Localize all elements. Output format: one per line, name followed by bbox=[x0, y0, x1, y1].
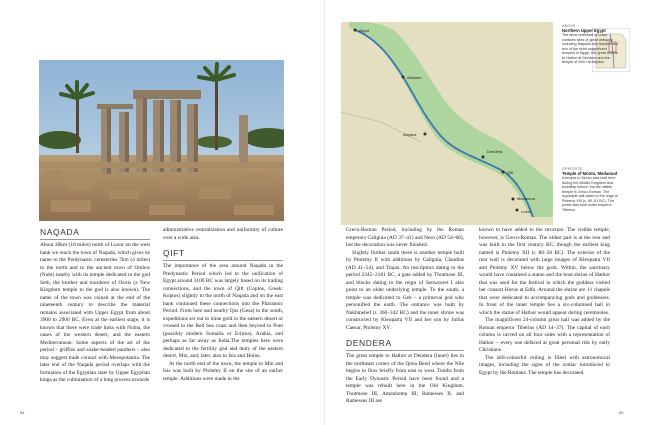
heading-rule bbox=[163, 260, 283, 261]
left-column-1 bbox=[40, 227, 150, 385]
map-label-luxor: Luxor bbox=[521, 209, 532, 214]
map-label-abydos: Abydos bbox=[403, 132, 417, 137]
temple-ruins-photo bbox=[39, 60, 284, 221]
caption-body: The area northeast of Luxor contains sites of great antiquity including Naqada and Abydos and two of the most magnificent temples in Egypt, the great temple to Hathor at Dendera and the temple of Seti I at Abydos. bbox=[562, 33, 618, 64]
caption-label: OPPOSITE bbox=[562, 167, 583, 171]
section-heading-dendera: DENDERA bbox=[346, 338, 392, 348]
paragraph: At the north end of the town, the temple to Min and Isis was built by Ptolemy II on the site of an earlier temple. Additions were made in the bbox=[163, 360, 283, 382]
left-column-2 bbox=[163, 227, 283, 383]
photo-caption bbox=[562, 167, 620, 212]
paragraph-continued: administrative centralization and uniformity of culture over a wide area. bbox=[163, 227, 283, 241]
caption-label: ABOVE bbox=[562, 24, 576, 28]
caption-body: A temple to Montu was built here during the Middle Kingdom and probably before, but the visible temple is Greco-Roman. The hypostyle hall dates to the reign of Ptolemy VIII (c. 80–51 BC). The portal was built under emperor Tiberius. bbox=[562, 176, 618, 212]
paragraph: The great temple to Hathor at Dendera (Iunet) lies in the northeast corner of the Qena Bend where the Nile begins to flow briefly from east to west. Tombs from the Early Dynastic Period have been found and a temple was rebuilt here in the Old Kingdom. Thutmose III, Amenhotep III, Ramesses II, and Ramesses III are bbox=[346, 353, 464, 404]
map-label-qift: Qift bbox=[507, 170, 514, 175]
heading-rule bbox=[40, 239, 150, 240]
page-number-right: 85 bbox=[619, 410, 624, 415]
map-caption bbox=[562, 24, 620, 65]
map-dot-akhmim bbox=[402, 76, 405, 79]
nile-map-graphic bbox=[341, 22, 553, 225]
map-dot-luxor bbox=[516, 209, 519, 212]
paragraph-continued: Greco-Roman Period, including by the Roman emperors Caligula (AD 37–41) and Nero (AD 54–68), but the decoration was never finished. bbox=[346, 227, 464, 248]
page-number-left: 84 bbox=[20, 410, 25, 415]
paragraph: The magnificent 24-column great hall was added by the Roman emperor Tiberius (AD 14–37). The capital of each column is carved on all four sides with a representation of Hathor – every one defaced at great personal risk by early Christians. bbox=[479, 317, 610, 353]
right-column-1 bbox=[346, 227, 464, 406]
heading-rule bbox=[346, 350, 464, 351]
map-label-dendera: Dendera bbox=[487, 149, 503, 154]
caption-title: Northern Upper Egypt bbox=[562, 27, 606, 33]
caption-title: Temple of Montu, Medamud bbox=[562, 170, 618, 176]
paragraph: The importance of the area around Naqada in the Predynastic Period which led to the unification of Egypt around 3100 BC was largely based on its trading connections, and the town of Qift (Coptos, Greek: Koptos) slightly to the north of Naqada and on the east bank continued these connections into the Pharaonic Period. From here and nearby Qus (Gesa) to the south, expeditions set out to mine gold in the eastern desert or crossed to the Red Sea coast and then beyond to Punt (possibly modern Somalia or Eritrea), Arabia, and perhaps as far away as India.The temples here were dedicated to the fertility god and deity of the eastern desert, Min, and, later, also to Isis and Horus. bbox=[163, 263, 283, 359]
paragraph: The still-colourful ceiling is filled with astronomical images, including the signs of the zodiac introduced to Egypt by the Romans. The temple has decorated bbox=[479, 354, 610, 376]
map-dot-qift bbox=[502, 171, 505, 174]
map-dot-medamud bbox=[512, 198, 515, 201]
map-dot-abydos bbox=[424, 133, 427, 136]
section-heading-naqada: NAQADA bbox=[40, 227, 80, 237]
map-label-medamud: Medamud bbox=[517, 196, 535, 201]
right-column-2 bbox=[479, 227, 610, 377]
paragraph-continued: known to have added to the structure. The visible temple, however, is Greco-Roman. The oldest part is at the rear and was built in the first century BC, though the earliest king named is Ptolemy XII (r. 80–58 BC). The exterior of the rear wall is decorated with large images of Kleopatra VII and Ptolemy XV below the gods. Within, the sanctuary would have contained a statue and the boat shrine of Hathor that was used for the festival in which the goddess visited her consort Horus at Edfu. Around the shrine are 11 chapels that were dedicated to accompanying gods and goddesses. In front of the inner temple lies a six-columned hall in which the statue of Hathor would appear during ceremonies. bbox=[479, 227, 610, 316]
map-label-asyut: Asyut bbox=[359, 28, 370, 33]
map-dot-dendera bbox=[482, 156, 485, 159]
map-dot-asyut bbox=[354, 29, 357, 32]
paragraph: About 30km (18 miles) north of Luxor on the west bank we reach the town of Naqada, which gives its name to the Predynastic cemeteries 7km (4 miles) to the north and to the ancient town of Ombos (Nubt) nearby with its temple dedicated to the god Seth, the brother and murderer of Osiris (a New Kingdom temple to the god is also known). The name of the town was coined at the end of the nineteenth century to describe the material remains associated with Upper Egypt from about 3900 to 2900 BC. Even at the earliest stage, it is known that there were trade links with Nubia, the oases of the western desert, and the eastern Mediterranean. Some aspects of the art of the period – griffins and snake-headed panthers – also may suggest trade contact with Mesopotamia. The later end of the Naqada period overlaps with the formation of the Egyptian state by Upper Egyptian kings as the culmination of a long process towards bbox=[40, 242, 150, 383]
paragraph: Slightly further south there is another temple built by Ptolemy II with additions by Caligula, Claudius (AD 41–54), and Trajan. An inscription dating to the period 2345–2181 BC, a gate added by Thutmose III, and blocks dating to the reign of Senwosret I also point to an older underlying temple. To the south, a temple was dedicated to Geb – a primeval god who personified the earth. The entrance was built by Nakhtnebef (r. 360–342 BC) and the inner shrine was constructed by Kleopatra VII and her son by Julius Caesar, Ptolemy XV. bbox=[346, 249, 464, 331]
map-label-akhmim: Akhmim bbox=[407, 75, 422, 80]
section-heading-qift: QIFT bbox=[163, 248, 185, 258]
temple-ruins-image bbox=[39, 60, 284, 221]
nile-map bbox=[341, 22, 553, 225]
